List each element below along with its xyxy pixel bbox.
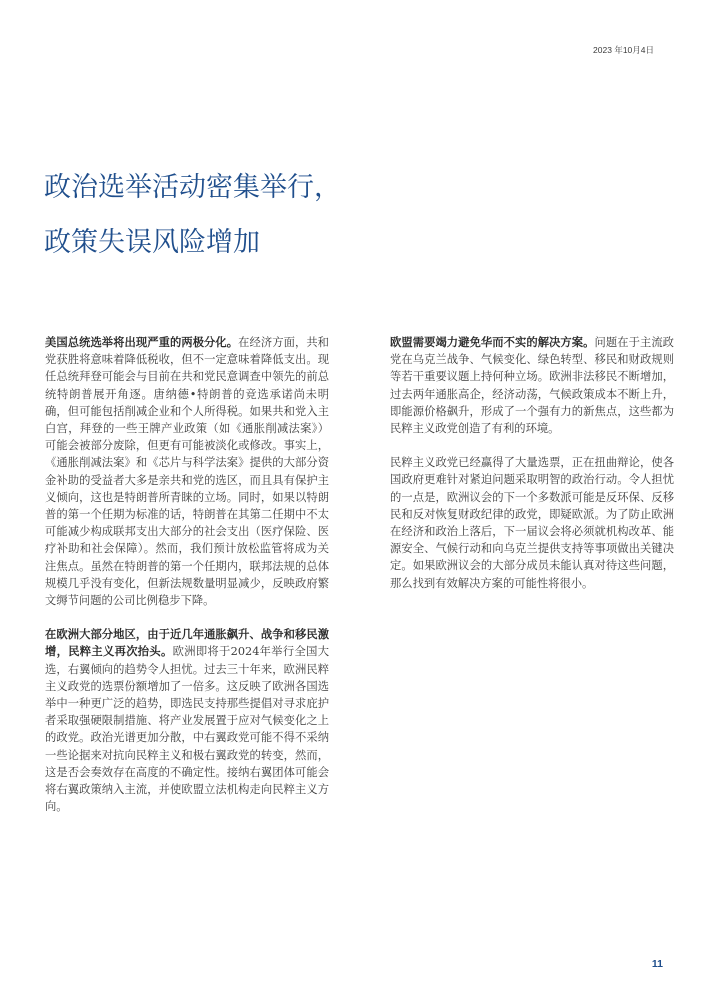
paragraph-lead: 美国总统选举将出现严重的两极分化。 [45, 336, 239, 349]
paragraph-populist-votes [390, 454, 674, 592]
page-title-line-2: 政策失误风险增加 [44, 227, 260, 258]
report-date: 2023 年10月4日 [593, 45, 654, 55]
page-title-line-1: 政治选举活动密集举行， [44, 172, 341, 203]
paragraph-lead: 在欧洲大部分地区，由于近几年通胀飙升、战争和移民激增，民粹主义再次抬头。 [45, 628, 329, 659]
paragraph-body: 在经济方面，共和党获胜将意味着降低税收，但不一定意味着降低支出。现任总统拜登可能会与目前在共和党民意调查中领先的前总统特朗普展开角逐。唐纳德•特朗普的竞选承诺尚未明确，但可能包括削减企业和个人所得税。如果共和党入主白宫，拜登的一些王牌产业政策（如《通胀削减法案》）可能会被部分废除，但更有可能被淡化或修改。事实上，《通胀削减法案》和《芯片与科学法案》提供的大部分资金补助的受益者大多是亲共和党的选区，而且具有保护主义倾向，这也是特朗普所青睐的立场。同时，如果以特朗普的第一个任期为标准的话，特朗普在其第二任期中不太可能减少构成联邦支出大部分的社会支出（医疗保险、医疗补助和社会保障）。然而，我们预计放松监管将成为关注焦点。虽然在特朗普的第一个任期内，联邦法规的总体规模几乎没有变化，但新法规数量明显减少，反映政府繁文缛节问题的公司比例稳步下降。 [45, 336, 329, 608]
page-title [44, 160, 341, 270]
paragraph-us-election [45, 334, 329, 609]
paragraph-body: 欧洲即将于2024年举行全国大选，右翼倾向的趋势令人担忧。过去三十年来，欧洲民粹主义政党的选票份额增加了一倍多。这反映了欧洲各国选举中一种更广泛的趋势，即选民支持那些提倡对寻求庇护者采取强硬限制措施、将产业发展置于应对气候变化之上的政党。政治光谱更加分散，中右翼政党可能不得不采纳一些论据来对抗向民粹主义和极右翼政党的转变，然而，这是否会奏效存在高度的不确定性。接纳右翼团体可能会将右翼政策纳入主流，并使欧盟立法机构走向民粹主义方向。 [45, 645, 329, 814]
left-column [45, 334, 329, 832]
paragraph-europe-populism [45, 626, 329, 815]
right-column [390, 334, 674, 609]
paragraph-lead: 欧盟需要竭力避免华而不实的解决方案。 [390, 336, 595, 349]
page-number: 11 [651, 958, 663, 970]
paragraph-eu-solutions [390, 334, 674, 437]
paragraph-body: 问题在于主流政党在乌克兰战争、气候变化、绿色转型、移民和财政规则等若干重要议题上持何种立场。欧洲非法移民不断增加，过去两年通胀高企，经济动荡，气候政策成本不断上升，即能源价格飙升，形成了一个强有力的新焦点，这些都为民粹主义政党创造了有利的环境。 [390, 336, 674, 436]
paragraph-body: 民粹主义政党已经赢得了大量选票，正在扭曲辩论，使各国政府更难针对紧迫问题采取明智的政治行动。令人担忧的一点是，欧洲议会的下一个多数派可能是反环保、反移民和反对恢复财政纪律的政党，即疑欧派。为了防止欧洲在经济和政治上落后，下一届议会将必须就机构改革、能源安全、气候行动和向乌克兰提供支持等事项做出关键决定。如果欧洲议会的大部分成员未能认真对待这些问题，那么找到有效解决方案的可能性将很小。 [390, 456, 674, 590]
